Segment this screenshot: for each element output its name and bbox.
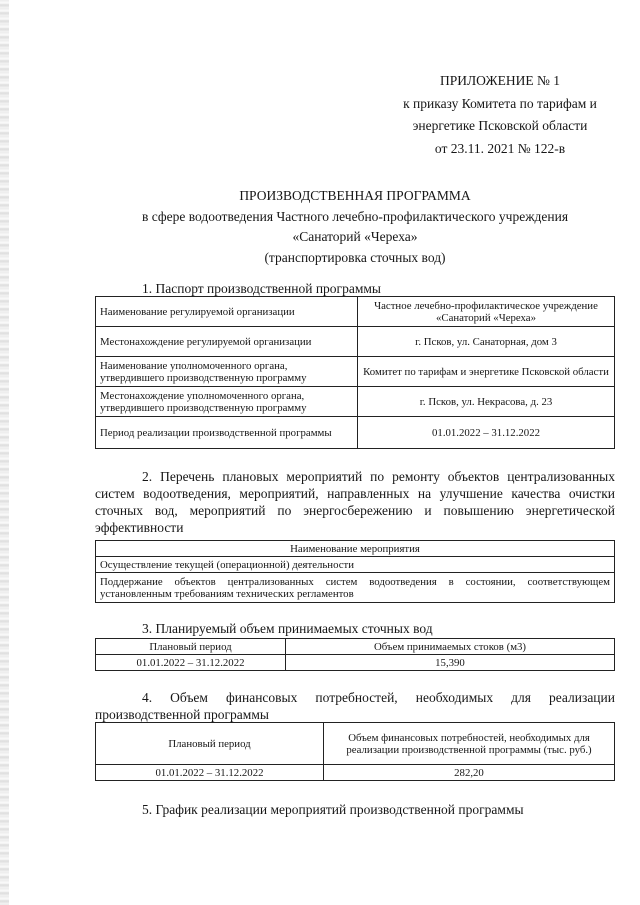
finance-col-period: Плановый период [96,723,324,765]
finance-value: 282,20 [324,765,615,781]
passport-label: Наименование регулируемой организации [96,297,358,327]
volume-value: 15,390 [286,655,615,671]
passport-value: Частное лечебно-профилактическое учреждение «Санаторий «Череха» [358,297,615,327]
passport-label: Местонахождение уполномоченного органа, утвердившего производственную программу [96,387,358,417]
finance-col-value: Объем финансовых потребностей, необходимых для реализации производственной программы (тыс. руб.) [324,723,615,765]
title-activity: (транспортировка сточных вод) [264,249,446,265]
section4-heading: 4. Объем финансовых потребностей, необходимых для реализации производственной программы [95,690,615,722]
passport-table [95,296,615,449]
activity-item: Поддержание объектов централизованных систем водоотведения в состоянии, соответствующем установленным требованиям технических регламентов [96,573,615,603]
passport-row [96,357,615,387]
appendix-authority-line: энергетике Псковской области [412,118,588,133]
finance-period: 01.01.2022 – 31.12.2022 [96,765,324,781]
passport-row [96,387,615,417]
section1-heading: 1. Паспорт производственной программы [142,281,381,296]
section2-heading: 2. Перечень плановых мероприятий по ремонту объектов централизованных систем водоотведения, мероприятий, направленных на улучшение качества очистки сточных вод, мероприятий по энергосбережению и повышению энергетической эффективности [95,469,615,535]
activities-header-row [96,541,615,557]
volume-table [95,638,615,671]
finance-row [96,765,615,781]
finance-table [95,722,615,781]
passport-value: г. Псков, ул. Некрасова, д. 23 [358,387,615,417]
activities-row [96,573,615,603]
passport-row [96,297,615,327]
passport-value: 01.01.2022 – 31.12.2022 [358,417,615,449]
volume-row [96,655,615,671]
passport-row [96,327,615,357]
volume-header-row [96,639,615,655]
volume-period: 01.01.2022 – 31.12.2022 [96,655,286,671]
volume-col-value: Объем принимаемых стоков (м3) [286,639,615,655]
appendix-date-line: от 23.11. 2021 № 122-в [434,140,566,156]
appendix-header [370,70,630,160]
title-organization: «Санаторий «Череха» [292,229,418,244]
title-main: ПРОИЗВОДСТВЕННАЯ ПРОГРАММА [239,188,471,203]
passport-value: г. Псков, ул. Санаторная, дом 3 [358,327,615,357]
title-sphere: в сфере водоотведения Частного лечебно-профилактического учреждения [141,208,569,224]
activities-table [95,540,615,603]
scan-edge-artifact [0,0,9,905]
section5-heading: 5. График реализации мероприятий производственной программы [142,802,524,817]
passport-label: Период реализации производственной программы [96,417,358,449]
appendix-order-line: к приказу Комитета по тарифам и [403,95,597,111]
section3-heading: 3. Планируемый объем принимаемых сточных вод [142,621,433,636]
finance-header-row [96,723,615,765]
passport-label: Местонахождение регулируемой организации [96,327,358,357]
volume-col-period: Плановый период [96,639,286,655]
document-title [95,186,615,268]
passport-row [96,417,615,449]
appendix-number: ПРИЛОЖЕНИЕ № 1 [439,73,561,88]
activities-row [96,557,615,573]
activities-header: Наименование мероприятия [96,541,615,557]
activity-item: Осуществление текущей (операционной) деятельности [96,557,615,573]
passport-value: Комитет по тарифам и энергетике Псковской области [358,357,615,387]
passport-label: Наименование уполномоченного органа, утвердившего производственную программу [96,357,358,387]
